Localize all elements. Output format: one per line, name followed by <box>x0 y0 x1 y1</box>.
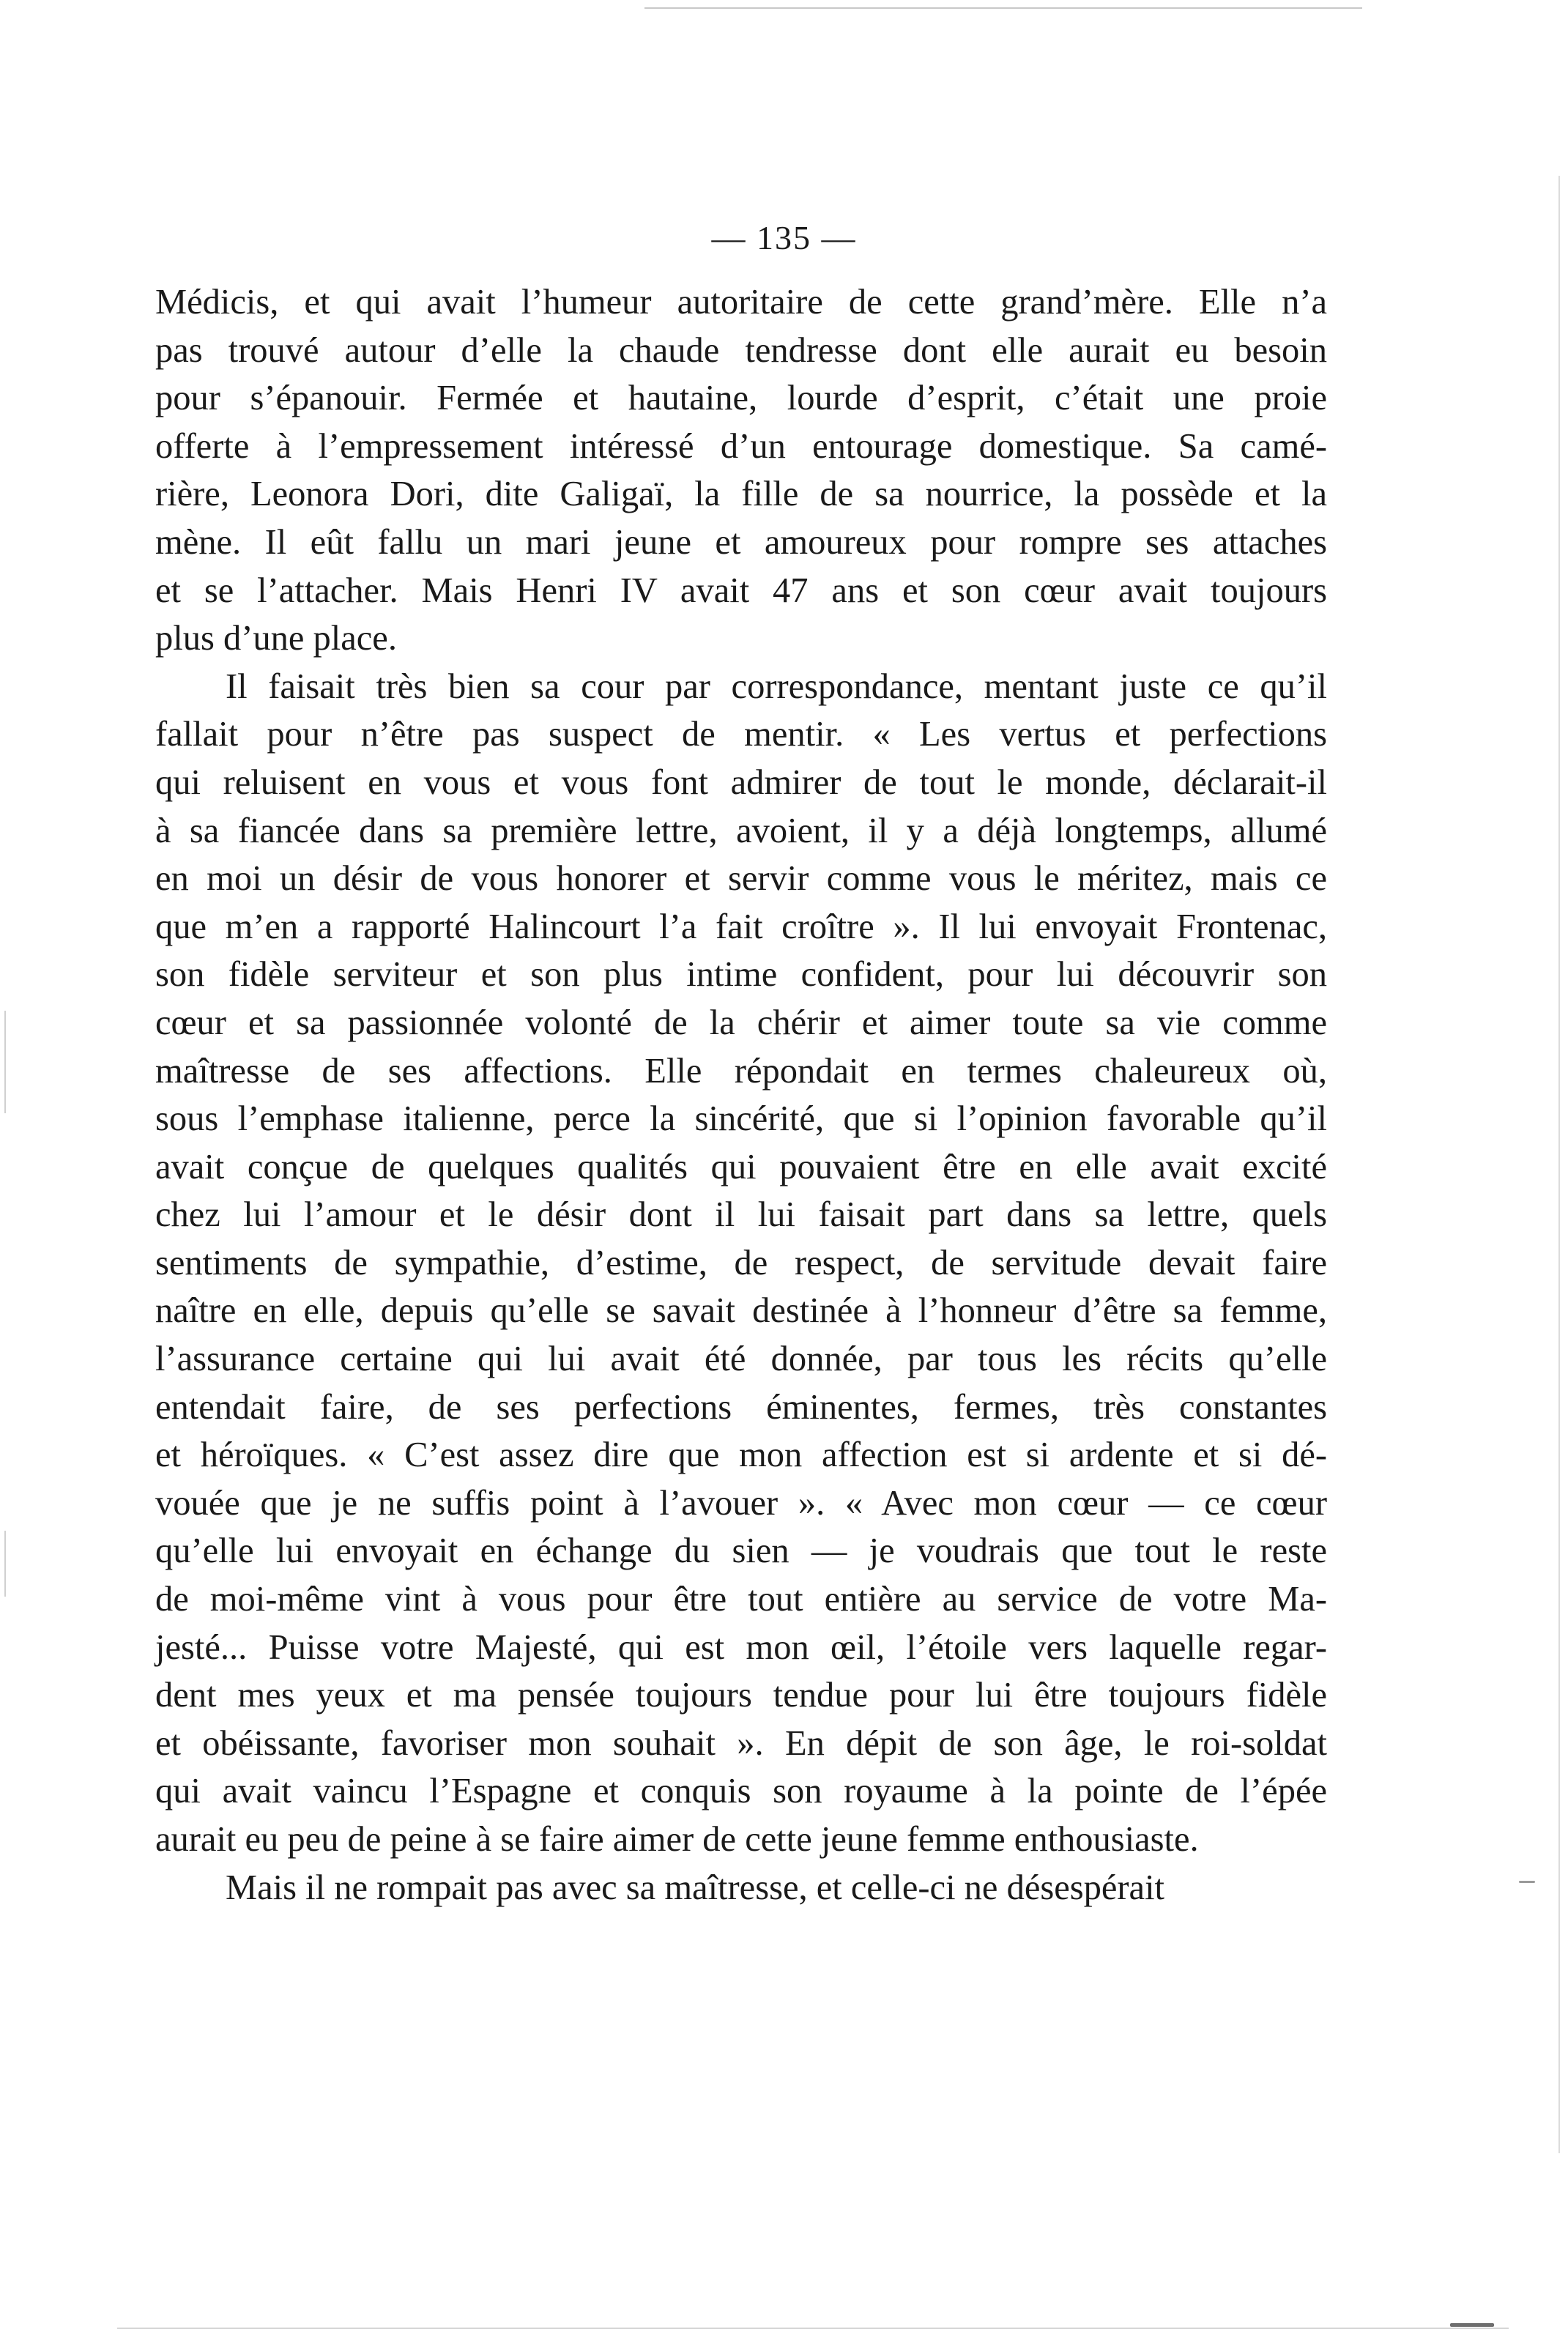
text-line: l’assurance certaine qui lui avait été donnée, par tous les récits qu’elle <box>155 1340 1327 1379</box>
text-line: Mais il ne rompait pas avec sa maîtresse, et celle-ci ne désespérait <box>226 1868 1165 1907</box>
text-line: qu’elle lui envoyait en échange du sien — je voudrais que tout le reste <box>155 1531 1327 1571</box>
text-line: son fidèle serviteur et son plus intime confident, pour lui découvrir son <box>155 955 1327 995</box>
scan-edge-bottom <box>117 2328 1509 2329</box>
text-line: pas trouvé autour d’elle la chaude tendresse dont elle aurait eu besoin <box>155 330 1327 370</box>
text-line: vouée que je ne suffis point à l’avouer ». « Avec mon cœur — ce cœur <box>155 1483 1327 1523</box>
text-line: Il faisait très bien sa cour par correspondance, mentant juste ce qu’il <box>226 666 1327 706</box>
text-line: chez lui l’amour et le désir dont il lui faisait part dans sa lettre, quels <box>155 1195 1327 1235</box>
paragraph <box>155 278 1327 663</box>
text-line: que m’en a rapporté Halincourt l’a fait croître ». Il lui envoyait Frontenac, <box>155 907 1327 946</box>
text-line: aurait eu peu de peine à se faire aimer de cette jeune femme enthousiaste. <box>155 1820 1199 1859</box>
text-line: et obéissante, favoriser mon souhait ». En dépit de son âge, le roi-soldat <box>155 1723 1327 1763</box>
text-line: rière, Leonora Dori, dite Galigaï, la fille de sa nourrice, la possède et la <box>155 475 1327 514</box>
text-line: de moi-même vint à vous pour être tout entière au service de votre Ma- <box>155 1580 1327 1619</box>
paragraph <box>155 663 1327 1864</box>
scan-edge-top <box>644 7 1362 9</box>
text-line: en moi un désir de vous honorer et servir comme vous le méritez, mais ce <box>155 859 1327 899</box>
text-line: maîtresse de ses affections. Elle répondait en termes chaleureux où, <box>155 1051 1327 1091</box>
text-line: qui avait vaincu l’Espagne et conquis son royaume à la pointe de l’épée <box>155 1772 1327 1811</box>
text-line: plus d’une place. <box>155 619 397 658</box>
text-line: offerte à l’empressement intéressé d’un entourage domestique. Sa camé- <box>155 426 1327 466</box>
text-line: fallait pour n’être pas suspect de mentir. « Les vertus et perfections <box>155 715 1327 754</box>
text-line: mène. Il eût fallu un mari jeune et amoureux pour rompre ses attaches <box>155 522 1327 562</box>
text-line: Médicis, et qui avait l’humeur autoritaire de cette grand’mère. Elle n’a <box>155 283 1327 322</box>
text-line: sentiments de sympathie, d’estime, de respect, de servitude devait faire <box>155 1243 1327 1282</box>
body-text <box>155 278 1327 1912</box>
text-line: pour s’épanouir. Fermée et hautaine, lourde d’esprit, c’était une proie <box>155 379 1327 418</box>
paragraph <box>155 1864 1327 1912</box>
page-number: — 135 — <box>711 219 857 256</box>
text-line: et héroïques. « C’est assez dire que mon affection est si ardente et si dé- <box>155 1435 1327 1475</box>
scan-mark-2 <box>1450 2323 1494 2327</box>
text-line: naître en elle, depuis qu’elle se savait destinée à l’honneur d’être sa femme, <box>155 1291 1327 1331</box>
scan-edge-left-2 <box>4 1531 6 1597</box>
text-line: qui reluisent en vous et vous font admirer de tout le monde, déclarait-il <box>155 762 1327 802</box>
text-line: sous l’emphase italienne, perce la sincérité, que si l’opinion favorable qu’il <box>155 1099 1327 1139</box>
text-line: jesté... Puisse votre Majesté, qui est mon œil, l’étoile vers laquelle regar- <box>155 1627 1327 1667</box>
text-line: à sa fiancée dans sa première lettre, avoient, il y a déjà longtemps, allumé <box>155 811 1327 850</box>
text-line: avait conçue de quelques qualités qui pouvaient être en elle avait excité <box>155 1147 1327 1186</box>
text-line: dent mes yeux et ma pensée toujours tendue pour lui être toujours fidèle <box>155 1676 1327 1715</box>
text-line: cœur et sa passionnée volonté de la chérir et aimer toute sa vie comme <box>155 1003 1327 1042</box>
scan-mark <box>1519 1881 1535 1883</box>
text-line: entendait faire, de ses perfections éminentes, fermes, très constantes <box>155 1387 1327 1427</box>
scan-edge-left <box>4 1011 6 1113</box>
text-line: et se l’attacher. Mais Henri IV avait 47 ans et son cœur avait toujours <box>155 571 1327 610</box>
scan-edge-right <box>1558 176 1560 2153</box>
